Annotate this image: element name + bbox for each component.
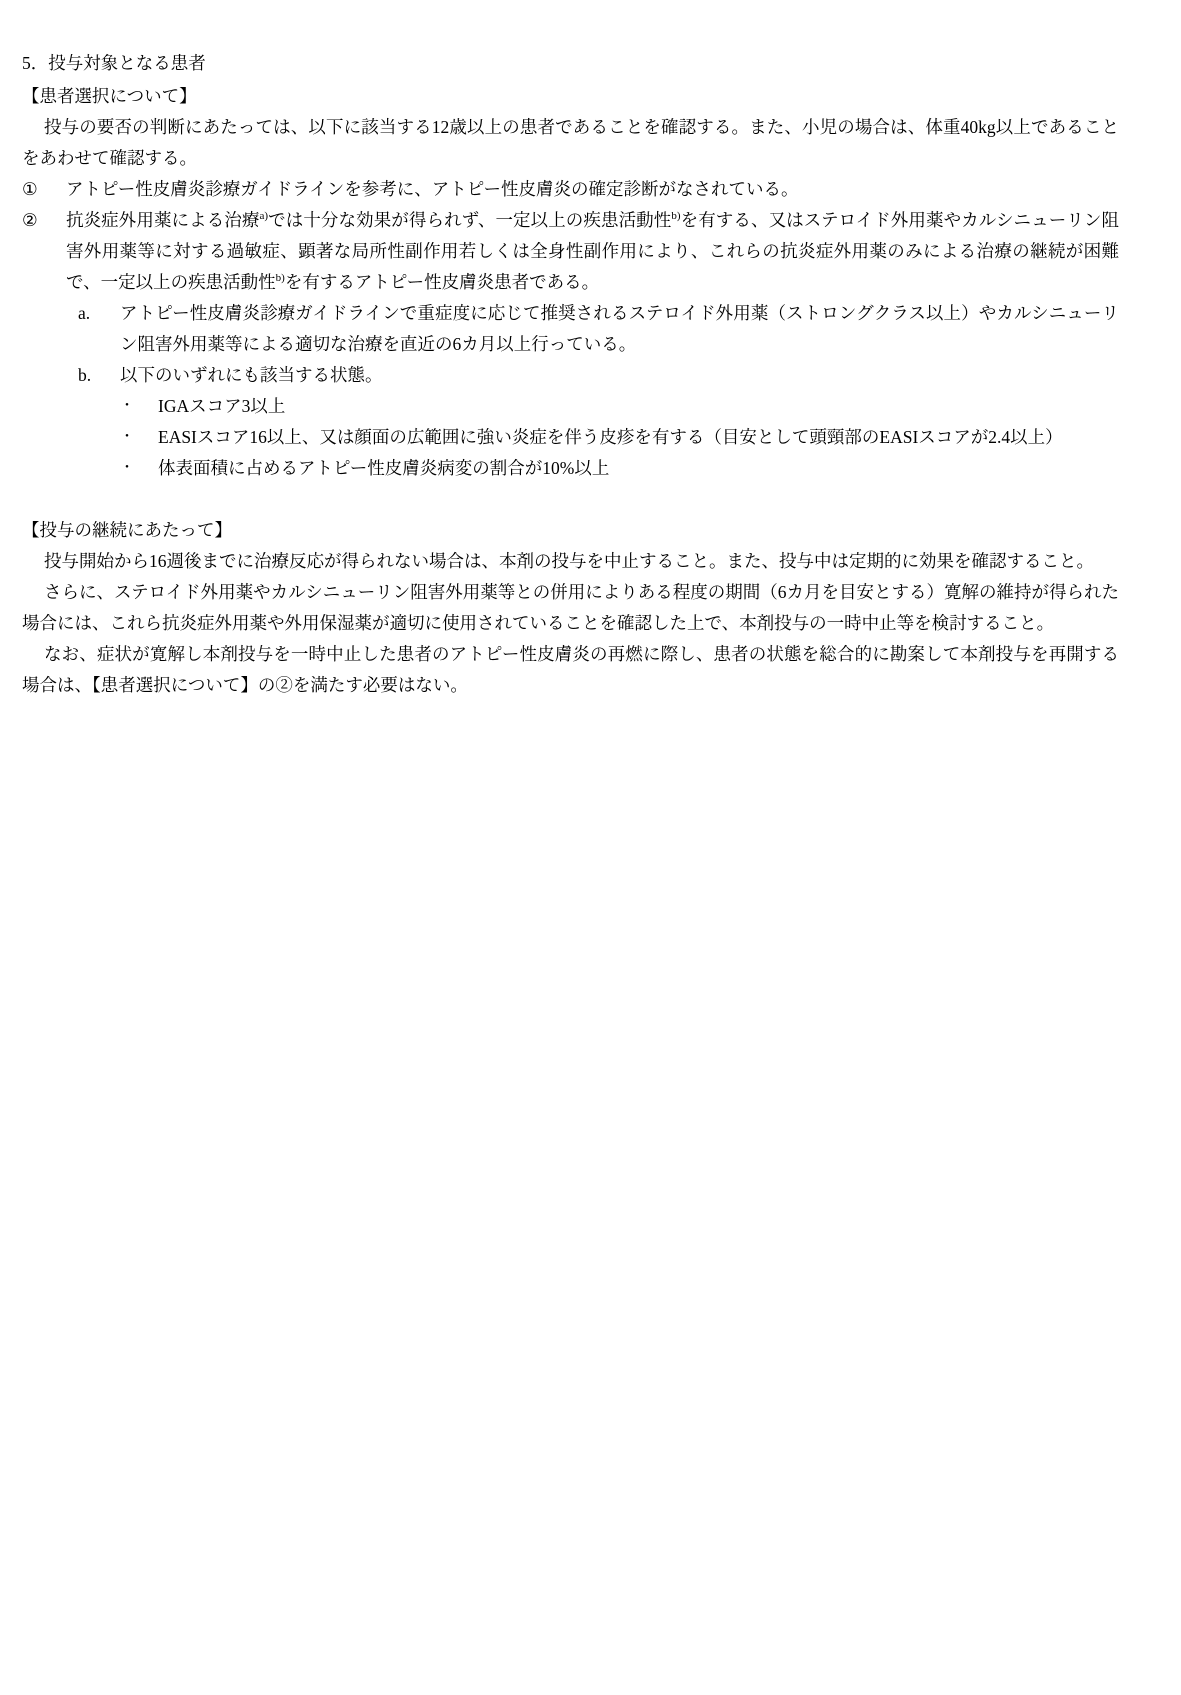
numbered-item-2 (22, 205, 1119, 298)
numbered-item-1 (22, 174, 1119, 205)
continuation-paragraph-2: さらに、ステロイド外用薬やカルシニューリン阻害外用薬等との併用によりある程度の期間（6カ月を目安とする）寛解の維持が得られた場合には、これら抗炎症外用薬や外用保湿薬が適切に使用されていることを確認した上で、本剤投与の一時中止等を検討すること。 (22, 582, 1119, 633)
numbered-item-2-part1: 抗炎症外用薬による治療 (66, 210, 260, 230)
bullet-text-easi: EASIスコア16以上、又は顔面の広範囲に強い炎症を伴う皮疹を有する（目安として頭頸部のEASIスコアが2.4以上） (158, 427, 1063, 447)
continuation-paragraph-1: 投与開始から16週後までに治療反応が得られない場合は、本剤の投与を中止すること。また、投与中は定期的に効果を確認すること。 (44, 551, 1094, 571)
sub-item-a-marker: a. (78, 303, 91, 323)
numbered-item-2-marker: ② (22, 210, 38, 230)
page-title: 5．投与対象となる患者 (22, 53, 206, 73)
numbered-item-2-part4: を有するアトピー性皮膚炎患者である。 (284, 272, 600, 292)
numbered-item-2-text (66, 205, 1119, 298)
continuation-paragraph-3: なお、症状が寛解し本剤投与を一時中止した患者のアトピー性皮膚炎の再燃に際し、患者の状態を総合的に勘案して本剤投与を再開する場合は、【患者選択について】の②を満たす必要はない。 (22, 644, 1119, 695)
bullet-icon: ・ (120, 430, 134, 445)
section-heading-continuation: 【投与の継続にあたって】 (22, 520, 232, 540)
sub-item-b-text: 以下のいずれにも該当する状態。 (120, 365, 383, 385)
sub-item-a (78, 298, 1119, 360)
bullet-text-bsa: 体表面積に占めるアトピー性皮膚炎病変の割合が10%以上 (158, 458, 610, 478)
list-item (120, 391, 1119, 422)
bullet-text-iga: IGAスコア3以上 (158, 396, 286, 416)
sub-item-b (78, 360, 1119, 391)
sub-item-a-text: アトピー性皮膚炎診療ガイドラインで重症度に応じて推奨されるステロイド外用薬（ストロングクラス以上）やカルシニューリン阻害外用薬等による適切な治療を直近の6カ月以上行っている。 (120, 303, 1119, 354)
patient-selection-intro: 投与の要否の判断にあたっては、以下に該当する12歳以上の患者であることを確認する。また、小児の場合は、体重40kg以上であることをあわせて確認する。 (22, 117, 1119, 168)
sub-item-b-marker: b. (78, 365, 92, 385)
footnote-ref-a: a) (259, 210, 269, 223)
bullet-icon: ・ (120, 399, 134, 414)
numbered-item-2-part2: では十分な効果が得られず、一定以上の疾患活動性 (268, 210, 672, 230)
footnote-ref-b2: b) (275, 272, 285, 285)
list-item (120, 453, 1119, 484)
section-spacer (22, 484, 1119, 515)
list-item (120, 422, 1119, 453)
section-heading-patient-selection: 【患者選択について】 (22, 86, 197, 106)
numbered-item-1-text: アトピー性皮膚炎診療ガイドラインを参考に、アトピー性皮膚炎の確定診断がなされている。 (66, 179, 799, 199)
numbered-item-1-marker: ① (22, 179, 38, 199)
footnote-ref-b1: b) (671, 210, 681, 223)
bullet-icon: ・ (120, 461, 134, 476)
numbered-item-2-part3: を有する、又はステロイド外用薬やカルシニューリン阻害外用薬等に対する過敏症、顕著な局所性副作用若しくは全身性副作用により、これらの抗炎症外用薬のみによる治療の継続が困難で、一定以上の疾患活動性 (66, 210, 1120, 292)
